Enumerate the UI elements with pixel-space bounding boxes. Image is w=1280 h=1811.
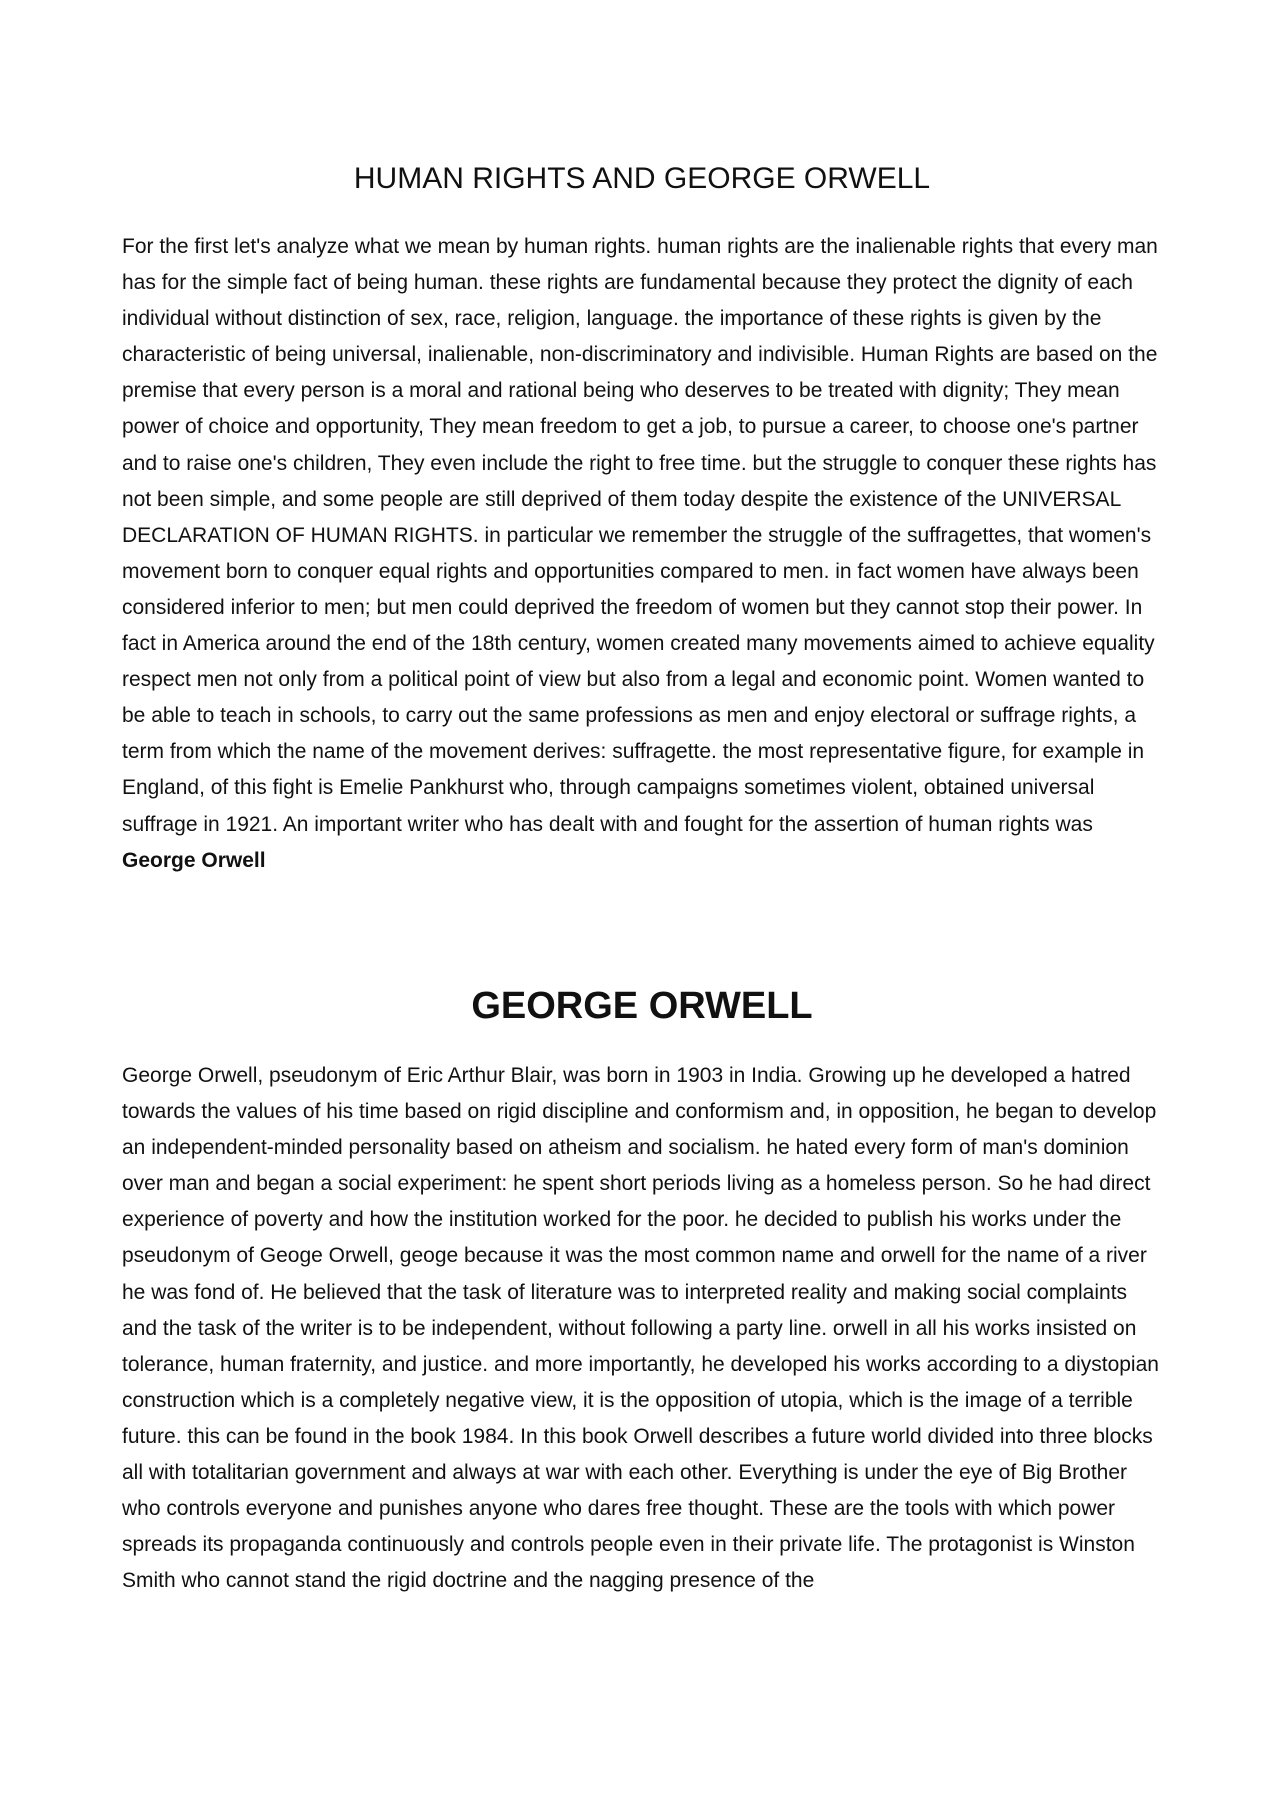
document-title: HUMAN RIGHTS AND GEORGE ORWELL [353, 162, 931, 195]
orwell-paragraph: George Orwell, pseudonym of Eric Arthur Blair, was born in 1903 in India. Growing up he developed a hatred towards the values of his time based on rigid discipline and conformism and, in opposition, he began to develop an independent-minded personality based on atheism and socialism. he hated every form of man's dominion over man and began a social experiment: he spent short periods living as a homeless person. So he had direct experience of poverty and how the institution worked for the poor. he decided to publish his works under the pseudonym of Geoge Orwell, geoge because it was the most common name and orwell for the name of a river he was fond of. He believed that the task of literature was to interpreted reality and making social complaints and the task of the writer is to be independent, without following a party line. orwell in all his works insisted on tolerance, human fraternity, and justice. and more importantly, he developed his works according to a diystopian construction which is a completely negative view, it is the opposition of utopia, which is the image of a terrible future. this can be found in the book 1984. In this book Orwell describes a future world divided into three blocks all with totalitarian government and always at war with each other. Everything is under the eye of Big Brother who controls everyone and punishes anyone who dares free thought. These are the tools with which power spreads its propaganda continuously and controls people even in their private life. The protagonist is Winston Smith who cannot stand the rigid doctrine and the nagging presence of the [122, 1064, 1159, 1593]
intro-paragraph [122, 229, 1167, 879]
intro-bold-name: George Orwell [122, 848, 266, 872]
intro-paragraph-text: For the first let's analyze what we mean by human rights. human rights are the inalienable rights that every man has for the simple fact of being human. these rights are fundamental because they protect the dignity of each individual without distinction of sex, race, religion, language. the importance of these rights is given by the characteristic of being universal, inalienable, non-discriminatory and indivisible. Human Rights are based on the premise that every person is a moral and rational being who deserves to be treated with dignity; They mean power of choice and opportunity, They mean freedom to get a job, to pursue a career, to choose one's partner and to raise one's children, They even include the right to free time. but the struggle to conquer these rights has not been simple, and some people are still deprived of them today despite the existence of the UNIVERSAL DECLARATION OF HUMAN RIGHTS. in particular we remember the struggle of the suffragettes, that women's movement born to conquer equal rights and opportunities compared to men. in fact women have always been considered inferior to men; but men could deprived the freedom of women but they cannot stop their power. In fact in America around the end of the 18th century, women created many movements aimed to achieve equality respect men not only from a political point of view but also from a legal and economic point. Women wanted to be able to teach in schools, to carry out the same professions as men and enjoy electoral or suffrage rights, a term from which the name of the movement derives: suffragette. the most representative figure, for example in England, of this fight is Emelie Pankhurst who, through campaigns sometimes violent, obtained universal suffrage in 1921. An important writer who has dealt with and fought for the assertion of human rights was [122, 235, 1158, 836]
section-heading: GEORGE ORWELL [471, 985, 813, 1027]
